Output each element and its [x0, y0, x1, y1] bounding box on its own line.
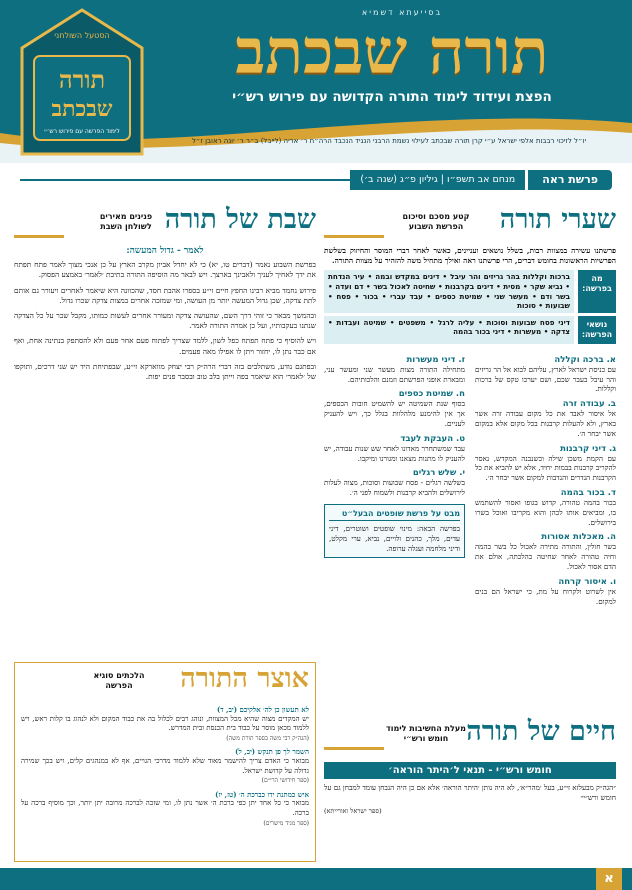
item-title: ח. שמיטת כספים — [398, 389, 465, 400]
otzar-item-body: יש המקדים מצוה שהיא מכל המצוות, ונוהג רבים לכלול בה את כבוד המקום ולא לנהוג בו קלות ראש, ויש ללמוד מכאן מוסר על כבוד בית הכנסת ובית המדרש. — [21, 714, 309, 733]
chaim-tag: מעלת החשיבות לימוד חומש ורש״י — [386, 724, 466, 743]
otzar-item-body: מבואר כי כל אחד יתן כפי ברכת ה׳ אשר נתן לו, ומי שזכה לברכה מרובה יתן יותר, וכך מוסיף ברכה על ברכה. — [21, 799, 309, 817]
item-body: עם כניסת ישראל לארץ, עליהם לבוא אל הר גריזים והר עיבל בעבר שכם, ושם יערכו טקס של ברכות וקללות. — [475, 364, 616, 394]
chaim-shel-torah-section — [324, 716, 616, 856]
chaim-source: (ספר ישראל ואורייתא) — [324, 807, 382, 815]
masthead-title: תורה שבכתב — [235, 15, 549, 88]
item-body: אל איסור לאבד את כל מקום עבודה זרה אשר בארץ, ולא להעלות קרבנות בכל מקום אלא במקום אשר יבחר ה׳. — [475, 409, 616, 438]
otzar-header — [21, 663, 309, 705]
item-body: בכור בהמה טהורה, קדוש בגופו ואסור להשתמש בו, ומביאים אותו לכהן והוא מקריבו ואוכל בשרו בירושלים. — [475, 497, 616, 527]
otzar-item-head: לא תעשון כן לה׳ אלקיכם (יב, ד) — [216, 705, 309, 714]
otzar-item-source: (הגה״ק רבי משה בספר תורת משה) — [226, 734, 309, 742]
otzar-item — [21, 705, 309, 743]
otzar-item-body: מבואר כי האדם צריך להישמר מאוד שלא ללמוד מדרכי הגויים, אף לא במנהגים קלים, ויש בכך שמירה גדולה על קדושת ישראל. — [21, 756, 309, 775]
shabbat-tag: פנינים מאירים לשולחן השבת — [99, 212, 153, 231]
shabbat-heading: לאמר - גדול המעשה: — [126, 246, 204, 256]
summary-col-left — [324, 350, 465, 607]
logo-line2: שבכתב — [51, 96, 113, 122]
insert-heading: מבט על פרשת שופטים הבעל״ט — [329, 509, 460, 521]
item-body: מתחילה התורה מצות מעשר שני ומעשר עני, ומבארת אופני הפרשתם וזמנם והלכותיהם. — [324, 364, 465, 384]
next-parsha-box — [324, 504, 465, 558]
logo-bottom-text: לימוד הפרשה עם פירוש רש״י — [44, 128, 120, 135]
shabbat-shel-torah-section — [14, 204, 316, 652]
otzar-item-source: (ספר מגיד מישרים) — [263, 819, 309, 827]
info-label: נושאי הפרשה: — [578, 316, 616, 344]
chaim-header — [324, 716, 616, 758]
logo-top-text: הסטעל השולחני — [54, 31, 110, 40]
otzar-item-head: איש כמתנת ידו כברכת ה׳ (טז, יז) — [215, 789, 309, 799]
page-number: א — [596, 868, 622, 890]
chaim-title: חיים של תורה — [466, 716, 616, 747]
item-body: בשלשה רגלים - פסח שבועות וסוכות, מצוה לעלות לירושלים ולהביא קרבנות ולשמוח לפני ה׳. — [324, 478, 465, 498]
item-body: בשר חולין, והתורה מתירה לאכול כל בשר בהמה וחיה טהורה לאחר שחיטה כהלכתה, אולם את הדם אסור לאכול. — [475, 542, 616, 571]
shabbat-title: שבת של תורה — [164, 204, 316, 235]
shabbat-paragraph: ויש להוסיף כי פתח תפתח כפל לשון, ללמד שצריך לפתוח פעם אחר פעם ולא להסתפק בנתינה אחת, ואף אם כבר נתן לו, יחזור ויתן לו אפילו מאה פעמים. — [14, 336, 316, 356]
info-label: מה בפרשה: — [578, 270, 616, 312]
gold-rule — [324, 747, 384, 750]
item-title: ה. מאכלות אסורות — [541, 532, 616, 543]
shabbat-paragraph: ובפתגם נודע, משתלבים בזה דברי הרה״ק רבי יצחק מווארקא זי״ע, שבפתיחת היד יש שני דרכים, ותוקפו של ׳לאמר׳ הוא שיאמר בפה וייתן בלב טוב ובסבר פנים יפות. — [14, 361, 316, 382]
summary-col-right — [475, 350, 616, 607]
shaarei-intro: פרשתנו עשירה במצוות רבות, בשלל נושאים ועניינים, כאשר לאחר דברי המוסר והחיזוק בשלשת הפרשיות הראשונות בחומש דברים, הרי פרשתנו ראה ואילך מתחיל משה להזהיר על מצוות התורה. — [324, 246, 616, 266]
info-row — [324, 270, 616, 312]
parsha-bar — [20, 170, 612, 190]
masthead-subtitle: הפצת ועידוד לימוד התורה הקדושה עם פירוש רש״י — [232, 89, 552, 105]
parsha-name: פרשת ראה — [528, 170, 612, 190]
chaim-text: ״הגה״ק מבעלזא זי״ע, בעל ׳מהר״א׳, לא היה נותן ׳היתר הוראה׳ אלא אם כן היה הנבחן עומד למבחן גם על חומש ורש״י״ — [324, 783, 616, 802]
item-body: עבד שמשתחרר מאדונו לאחר שש שנות עבודה, יש להעניק לו מתנות מצאנו ומגורנו ומיקבו. — [324, 443, 465, 463]
shabbat-paragraph: ובהמשך מבאר כי זוהי דרך השם, שהעושה צדקה ומעורר אחרים לעשות כמותו, מקבל שכר על כל הצדקה שנתנו בעקבותיו, ועל כן אמרה התורה לאמר. — [14, 311, 316, 331]
otzar-hatorah-box — [14, 662, 316, 862]
item-title: א. ברכה וקללה — [554, 354, 616, 365]
shaarei-header — [324, 204, 616, 246]
info-text: דיני פסח שבועות וסוכות • עליה לרגל • משפטים • שמיטה ועבדות • צדקה • מעשרות • דיני בכור בהמה — [324, 316, 574, 344]
item-title: ז. דיני מעשרות — [406, 354, 465, 365]
footer-bar — [0, 868, 632, 890]
summary-columns — [324, 350, 616, 607]
item-title: ב. עבודה זרה — [562, 399, 616, 410]
otzar-item — [21, 747, 309, 785]
issue-info: מנחם אב תשפ״ו | גיליון פ״ג (שנה ב׳) — [350, 170, 525, 190]
shabbat-paragraph: פירוש נחמד מביא רבינו החפץ חיים זי״ע בספרו אהבת חסד, שהכוונה היא שיאמר לאחרים ויעורר גם אותם לתת צדקה, שכן גדול המעשה יותר מן העושה, ומי שמזכה אחרים במצות צדקה שכרו גדול. — [14, 285, 316, 305]
logo-line1: תורה — [58, 65, 106, 94]
shaarei-title: שערי תורה — [499, 204, 616, 235]
shabbat-header — [14, 204, 316, 246]
dedication: יו״ל לזיכוי רבבות אלפי ישראל ע״י קרן תורה שבכתב לעילוי נשמת הרבני הנגיד הנכבד הרה״ח ר׳ אריה (לייבל) ב״ר ר׳ יונה ראובן ז״ל — [191, 137, 587, 145]
header-top-text: בסייעתא דשמיא — [361, 8, 443, 17]
otzar-tag: הלכתים סוגיא הפרשה — [93, 671, 145, 690]
gold-rule — [324, 235, 384, 238]
item-title: י. שלש רגלים — [412, 468, 465, 479]
otzar-item-source: (ספר חידושי הרי״ם) — [261, 777, 309, 785]
otzar-title: אוצר התורה — [180, 663, 309, 694]
item-title: ו. איסור קרחה — [558, 576, 616, 587]
item-title: ד. בכור בהמה — [560, 487, 616, 498]
book-logo — [18, 8, 146, 156]
chaim-banner: חומש ורש״י - תנאי ל׳היתר הוראה׳ — [324, 762, 616, 779]
item-title: ט. העבקת לעבד — [400, 433, 465, 444]
item-body: אין לשרוט ולקרוח על מת, כי ישראל הם בנים למקום. — [475, 586, 616, 606]
item-body: עם הקמת משכן שילה וכשנבנה המקדש, נאסר להקריב קרבנות בבמות יחיד, אלא יש להביא את כל הקרבנות הנדרים והנדבות למקום אשר יבחר ה׳. — [475, 453, 616, 483]
info-text: ברכות וקללות בהר גריזים והר עיבל • דינים במקדש ובמה • עיר הנדחת • נביא שקר • מסית • דינים בקרבנות • שחיטה לאכול בשר • דם ועדה • בשר ודם • מעשר שני • שמיטת כספים • עבד עברי • בכור • פסח • שבועות • סוכות — [324, 270, 574, 312]
item-title: ג. דיני קרבנות — [560, 443, 616, 454]
otzar-item — [21, 790, 309, 828]
shaarei-torah-section — [324, 204, 616, 682]
insert-text: בפרשה הבאה: מינוי שופטים ושוטרים, דיני עדים, מלך, כהנים ולויים, נביא, ערי מקלט, ודיני מלחמה ועגלה ערופה. — [329, 523, 460, 553]
otzar-item-head: השמר לך פן תנקש (יב, ל) — [235, 747, 309, 757]
gold-rule — [14, 235, 64, 238]
bar-rule — [20, 170, 350, 181]
item-body: בסוף שנת השמיטה יש להשמיט חובות הכספים, אך אין להימנע מלהלוות בגלל כך, ויש להעניק לעניים. — [324, 399, 465, 428]
shaarei-tag: קטע מסכם וסיכום הפרשת השבוע — [402, 212, 470, 231]
info-row — [324, 316, 616, 344]
header — [0, 0, 632, 163]
shabbat-paragraph: בפרשת השבוע נאמר (דברים טו, יא) כי לא יחדל אביון מקרב הארץ על כן אנכי מצוך לאמר פתח תפתח את ידך לאחיך לעניך ולאבינך בארצך. ויש לבאר מה הוסיפה התורה בתיבת ׳לאמר׳ באמצע הפסוק. — [14, 260, 316, 280]
